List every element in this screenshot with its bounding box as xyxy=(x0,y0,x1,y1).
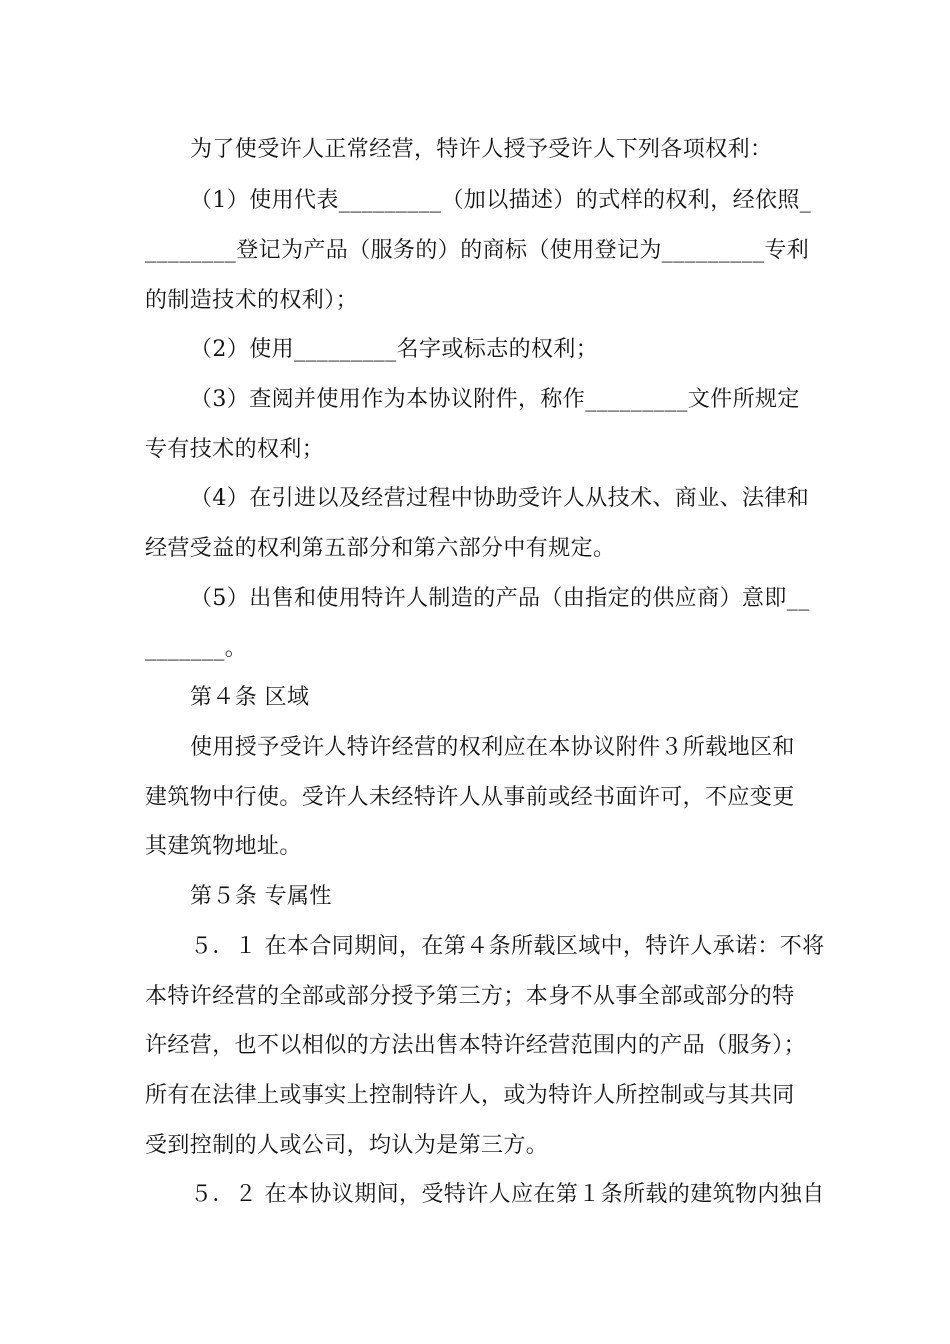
clause-2-line-1: （2）使用_________名字或标志的权利； xyxy=(190,337,599,362)
clause-5-line-1: （5）出售和使用特许人制造的产品（由指定的供应商）意即__ xyxy=(190,586,810,611)
article-5-1-line-2: 本特许经营的全部或部分授予第三方；本身不从事全部或部分的特 xyxy=(145,984,795,1009)
article-4-line-3: 其建筑物地址。 xyxy=(145,834,302,859)
clause-1-line-2: ________登记为产品（服务的）的商标（使用登记为_________专利 xyxy=(145,238,810,263)
article-5-1-line-4: 所有在法律上或事实上控制特许人，或为特许人所控制或与其共同 xyxy=(145,1083,795,1108)
clause-4-line-1: （4）在引进以及经营过程中协助受许人从技术、商业、法律和 xyxy=(190,486,810,511)
article-4-line-1: 使用授予受许人特许经营的权利应在本协议附件３所载地区和 xyxy=(190,735,795,760)
clause-1-line-1: （1）使用代表_________（加以描述）的式样的权利，经依照_ xyxy=(190,188,812,213)
paragraph-intro: 为了使受许人正常经营，特许人授予受许人下列各项权利： xyxy=(190,137,773,162)
article-4-line-2: 建筑物中行使。受许人未经特许人从事前或经书面许可，不应变更 xyxy=(145,785,795,810)
clause-5-line-2: _______。 xyxy=(145,636,248,661)
article-5-heading: 第５条 专属性 xyxy=(190,884,332,909)
article-5-2-line-1: ５．２ 在本协议期间，受特许人应在第１条所载的建筑物内独自 xyxy=(190,1182,825,1207)
clause-3-line-2: 专有技术的权利； xyxy=(145,437,325,462)
clause-3-line-1: （3）查阅并使用作为本协议附件，称作_________文件所规定 xyxy=(190,387,800,412)
article-5-1-line-3: 许经营，也不以相似的方法出售本特许经营范围内的产品（服务）； xyxy=(145,1033,807,1058)
article-4-heading: 第４条 区域 xyxy=(190,685,310,710)
article-5-1-line-5: 受到控制的人或公司，均认为是第三方。 xyxy=(145,1133,549,1158)
clause-4-line-2: 经营受益的权利第五部分和第六部分中有规定。 xyxy=(145,536,616,561)
clause-1-line-3: 的制造技术的权利）； xyxy=(145,288,359,313)
article-5-1-line-1: ５．１ 在本合同期间，在第４条所载区域中，特许人承诺：不将 xyxy=(190,934,825,959)
